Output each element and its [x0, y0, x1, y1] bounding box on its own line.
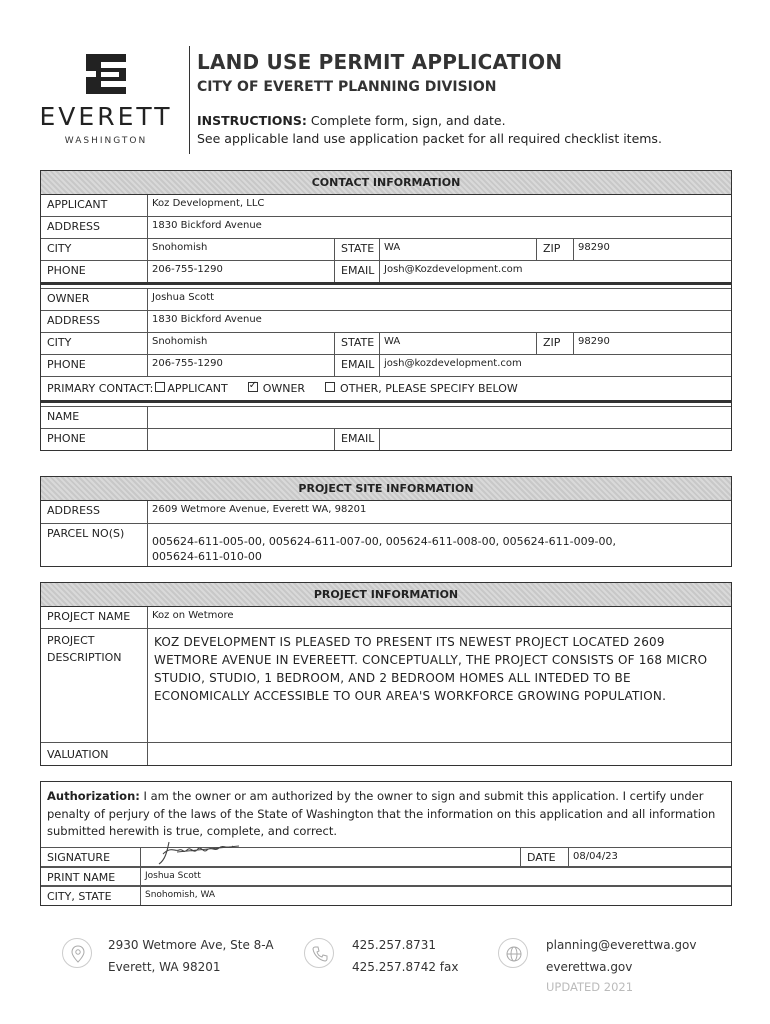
owner-option-label: OWNER — [262, 382, 306, 395]
applicant-phone-field[interactable]: 206-755-1290 — [152, 264, 223, 275]
print-name-field[interactable]: Joshua Scott — [145, 870, 201, 881]
phone-label: PHONE — [41, 355, 148, 376]
handwritten-signature-icon — [149, 838, 249, 866]
date-label: DATE — [521, 848, 569, 866]
applicant-address-field[interactable]: 1830 Bickford Avenue — [152, 220, 262, 231]
owner-city-field[interactable]: Snohomish — [152, 336, 208, 347]
phone-label: PHONE — [41, 261, 148, 282]
other-name-row — [41, 407, 731, 429]
owner-address-field[interactable]: 1830 Bickford Avenue — [152, 314, 262, 325]
applicant-email-field[interactable]: Josh@Kozdevelopment.com — [384, 264, 523, 275]
project-description-field[interactable]: KOZ DEVELOPMENT IS PLEASED TO PRESENT ITS NEWEST PROJECT LOCATED 2609 WETMORE AVENUE IN EVEREETT. CONCEPTUALLY, THE PROJECT CONSISTS OF 168 MICRO STUDIO, STUDIO, 1 BEDROOM, AND 2 BEDROOM HOMES ALL INTEDED TO BE ECONOMICALLY ACCESSIBLE TO OUR AREA'S WORKFORCE GROWING POPULATION. — [154, 635, 708, 703]
email-label: EMAIL — [334, 355, 380, 376]
project-name-label: PROJECT NAME — [41, 607, 148, 628]
project-name-row — [41, 607, 731, 629]
other-phone-field[interactable] — [148, 429, 334, 450]
applicant-state-field[interactable]: WA — [384, 242, 401, 253]
instructions-label: INSTRUCTIONS: — [197, 113, 307, 128]
logo-subtitle: WASHINGTON — [64, 136, 148, 146]
form-subtitle: CITY OF EVERETT PLANNING DIVISION — [197, 79, 497, 95]
footer-phone — [352, 934, 458, 978]
state-label: STATE — [334, 333, 380, 354]
footer-website-link[interactable]: everettwa.gov — [546, 960, 633, 974]
form-title: LAND USE PERMIT APPLICATION — [197, 50, 563, 74]
valuation-row — [41, 743, 731, 765]
instructions-line2: See applicable land use application packet for all required checklist items. — [197, 131, 662, 146]
owner-checkbox[interactable] — [248, 382, 258, 392]
city-label: CITY — [41, 333, 148, 354]
owner-email-field[interactable]: josh@kozdevelopment.com — [384, 358, 522, 369]
project-information-section — [40, 582, 732, 766]
project-description-label-1: PROJECT — [47, 634, 95, 647]
footer-address — [108, 934, 274, 978]
location-pin-icon — [62, 938, 92, 968]
owner-city-row — [41, 333, 731, 355]
owner-phone-field[interactable]: 206-755-1290 — [152, 358, 223, 369]
phone-label: PHONE — [41, 429, 148, 450]
site-address-label: ADDRESS — [41, 501, 148, 523]
authorization-label: Authorization: — [47, 789, 140, 803]
phone-icon — [304, 938, 334, 968]
address-label: ADDRESS — [41, 311, 148, 332]
logo-wordmark: EVERETT — [39, 102, 173, 131]
footer-contact — [546, 934, 696, 978]
print-name-label: PRINT NAME — [41, 868, 141, 885]
primary-contact-row — [41, 377, 731, 403]
footer-address-line1: 2930 Wetmore Ave, Ste 8-A — [108, 938, 274, 952]
authorization-section — [40, 781, 732, 906]
applicant-label: APPLICANT — [41, 195, 148, 216]
everett-logo-mark-icon — [86, 54, 126, 94]
valuation-field[interactable] — [148, 743, 152, 765]
signature-label: SIGNATURE — [41, 848, 141, 866]
other-option-label: OTHER, PLEASE SPECIFY BELOW — [340, 382, 518, 395]
applicant-option-label: APPLICANT — [167, 382, 228, 395]
owner-state-field[interactable]: WA — [384, 336, 401, 347]
zip-label: ZIP — [536, 239, 574, 260]
parcel-line-2: 005624-611-010-00 — [152, 550, 262, 563]
city-state-field[interactable]: Snohomish, WA — [145, 889, 216, 900]
applicant-address-row — [41, 217, 731, 239]
applicant-checkbox[interactable] — [155, 382, 165, 392]
other-email-field[interactable] — [380, 429, 384, 450]
owner-phone-row — [41, 355, 731, 377]
project-description-row — [41, 629, 731, 743]
applicant-city-field[interactable]: Snohomish — [152, 242, 208, 253]
city-state-label: CITY, STATE — [41, 887, 141, 905]
project-site-section — [40, 476, 732, 567]
other-name-field[interactable] — [148, 407, 152, 428]
globe-icon — [498, 938, 528, 968]
updated-note: UPDATED 2021 — [546, 980, 634, 994]
applicant-phone-row — [41, 261, 731, 285]
section-heading: PROJECT INFORMATION — [41, 583, 731, 607]
applicant-name-field[interactable]: Koz Development, LLC — [152, 198, 265, 209]
parcel-row — [41, 524, 731, 566]
footer-fax-number: 425.257.8742 fax — [352, 960, 459, 974]
zip-label: ZIP — [536, 333, 574, 354]
address-label: ADDRESS — [41, 217, 148, 238]
project-description-label — [41, 629, 148, 742]
authorization-text: I am the owner or am authorized by the owner to sign and submit this application. I certify under penalty of perjury of the laws of the State of Washington that the information on this application and all information submitted herewith is true, complete, and correct. — [47, 789, 716, 838]
signature-row — [41, 847, 731, 867]
valuation-label: VALUATION — [41, 743, 148, 765]
footer-email-link[interactable]: planning@everettwa.gov — [546, 938, 697, 952]
section-heading: PROJECT SITE INFORMATION — [41, 477, 731, 501]
footer-address-line2: Everett, WA 98201 — [108, 960, 221, 974]
authorization-statement — [41, 782, 731, 841]
footer-phone-number: 425.257.8731 — [352, 938, 436, 952]
city-label: CITY — [41, 239, 148, 260]
city-logo — [36, 48, 176, 158]
contact-information-section — [40, 170, 732, 451]
site-address-row — [41, 501, 731, 524]
owner-zip-field[interactable]: 98290 — [578, 336, 610, 347]
city-state-row — [41, 886, 731, 905]
instructions-text: Complete form, sign, and date. — [310, 113, 506, 128]
name-label: NAME — [41, 407, 148, 428]
signature-field[interactable] — [141, 848, 521, 866]
applicant-city-row — [41, 239, 731, 261]
email-label: EMAIL — [334, 261, 380, 282]
project-name-field[interactable]: Koz on Wetmore — [152, 610, 234, 621]
parcel-label: PARCEL NO(S) — [41, 524, 148, 566]
owner-label: OWNER — [41, 289, 148, 310]
primary-contact-label: PRIMARY CONTACT: — [47, 382, 154, 395]
project-description-label-2: DESCRIPTION — [47, 651, 122, 664]
site-address-field[interactable]: 2609 Wetmore Avenue, Everett WA, 98201 — [152, 504, 367, 515]
date-field[interactable]: 08/04/23 — [573, 850, 618, 862]
other-checkbox[interactable] — [325, 382, 335, 392]
owner-row — [41, 289, 731, 311]
section-heading: CONTACT INFORMATION — [41, 171, 731, 195]
email-label: EMAIL — [334, 429, 380, 450]
other-phone-row — [41, 429, 731, 450]
parcel-field[interactable] — [148, 524, 616, 566]
instructions — [197, 112, 662, 148]
state-label: STATE — [334, 239, 380, 260]
print-name-row — [41, 867, 731, 886]
applicant-zip-field[interactable]: 98290 — [578, 242, 610, 253]
owner-name-field[interactable]: Joshua Scott — [152, 292, 215, 303]
header-divider — [189, 46, 190, 154]
parcel-line-1: 005624-611-005-00, 005624-611-007-00, 005624-611-008-00, 005624-611-009-00, — [152, 535, 617, 548]
owner-address-row — [41, 311, 731, 333]
applicant-row — [41, 195, 731, 217]
